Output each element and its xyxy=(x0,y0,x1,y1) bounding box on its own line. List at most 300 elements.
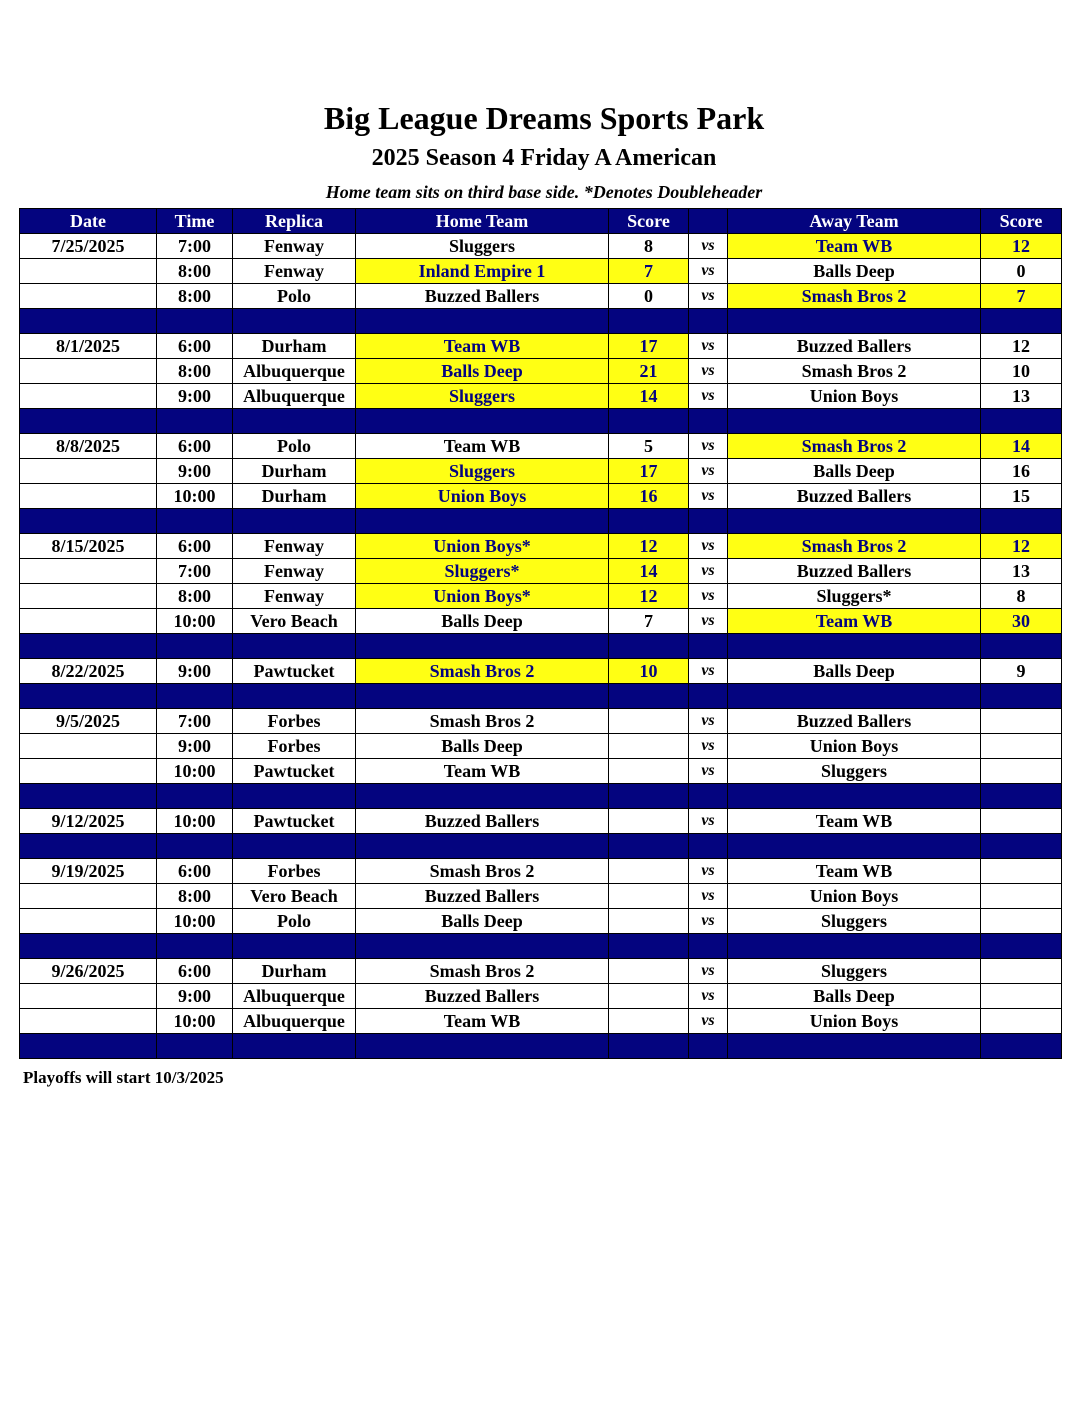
away-team-cell: Buzzed Ballers xyxy=(728,559,981,584)
table-row xyxy=(20,909,1062,934)
separator-cell xyxy=(981,509,1062,534)
separator-cell xyxy=(233,309,356,334)
time-cell: 7:00 xyxy=(157,709,233,734)
separator-cell xyxy=(356,634,609,659)
table-row xyxy=(20,709,1062,734)
replica-cell: Fenway xyxy=(233,559,356,584)
time-cell: 8:00 xyxy=(157,884,233,909)
vs-cell: vs xyxy=(689,859,728,884)
table-row xyxy=(20,259,1062,284)
separator-cell xyxy=(728,684,981,709)
replica-cell: Forbes xyxy=(233,709,356,734)
time-cell: 9:00 xyxy=(157,659,233,684)
home-team-cell: Smash Bros 2 xyxy=(356,859,609,884)
table-row xyxy=(20,809,1062,834)
home-team-cell: Sluggers xyxy=(356,234,609,259)
date-cell xyxy=(20,984,157,1009)
home-team-cell: Balls Deep xyxy=(356,909,609,934)
separator-cell xyxy=(157,409,233,434)
separator-row xyxy=(20,309,1062,334)
vs-cell: vs xyxy=(689,1009,728,1034)
separator-cell xyxy=(689,934,728,959)
date-cell: 9/12/2025 xyxy=(20,809,157,834)
vs-cell: vs xyxy=(689,484,728,509)
table-row xyxy=(20,759,1062,784)
vs-cell: vs xyxy=(689,759,728,784)
home-team-cell: Smash Bros 2 xyxy=(356,659,609,684)
replica-cell: Albuquerque xyxy=(233,359,356,384)
header-time: Time xyxy=(157,209,233,234)
away-team-cell: Union Boys xyxy=(728,734,981,759)
separator-cell xyxy=(981,784,1062,809)
date-cell xyxy=(20,584,157,609)
separator-cell xyxy=(20,934,157,959)
away-team-cell: Sluggers xyxy=(728,759,981,784)
separator-cell xyxy=(233,934,356,959)
time-cell: 6:00 xyxy=(157,434,233,459)
separator-row xyxy=(20,409,1062,434)
separator-cell xyxy=(728,784,981,809)
separator-cell xyxy=(728,934,981,959)
separator-cell xyxy=(233,684,356,709)
home-team-cell: Team WB xyxy=(356,1009,609,1034)
vs-cell: vs xyxy=(689,359,728,384)
separator-cell xyxy=(157,1034,233,1059)
time-cell: 9:00 xyxy=(157,384,233,409)
home-team-cell: Sluggers xyxy=(356,384,609,409)
away-team-cell: Balls Deep xyxy=(728,259,981,284)
separator-cell xyxy=(356,509,609,534)
vs-cell: vs xyxy=(689,434,728,459)
time-cell: 7:00 xyxy=(157,234,233,259)
home-score-cell xyxy=(609,759,689,784)
separator-cell xyxy=(157,834,233,859)
page-subtitle: 2025 Season 4 Friday A American xyxy=(371,145,717,171)
separator-row xyxy=(20,509,1062,534)
home-score-cell: 14 xyxy=(609,559,689,584)
home-team-cell: Buzzed Ballers xyxy=(356,884,609,909)
home-score-cell: 17 xyxy=(609,459,689,484)
replica-cell: Fenway xyxy=(233,234,356,259)
separator-cell xyxy=(356,934,609,959)
home-team-cell: Team WB xyxy=(356,434,609,459)
date-cell xyxy=(20,359,157,384)
separator-cell xyxy=(728,309,981,334)
table-row xyxy=(20,459,1062,484)
date-cell xyxy=(20,484,157,509)
separator-cell xyxy=(20,509,157,534)
home-score-cell: 16 xyxy=(609,484,689,509)
vs-cell: vs xyxy=(689,384,728,409)
table-row xyxy=(20,334,1062,359)
replica-cell: Fenway xyxy=(233,534,356,559)
separator-cell xyxy=(981,834,1062,859)
table-row xyxy=(20,659,1062,684)
separator-cell xyxy=(356,684,609,709)
separator-cell xyxy=(20,684,157,709)
replica-cell: Albuquerque xyxy=(233,1009,356,1034)
home-team-cell: Team WB xyxy=(356,759,609,784)
away-team-cell: Smash Bros 2 xyxy=(728,284,981,309)
table-row xyxy=(20,284,1062,309)
time-cell: 10:00 xyxy=(157,609,233,634)
time-cell: 8:00 xyxy=(157,359,233,384)
separator-cell xyxy=(981,309,1062,334)
date-cell xyxy=(20,1009,157,1034)
away-team-cell: Sluggers xyxy=(728,959,981,984)
home-score-cell: 0 xyxy=(609,284,689,309)
away-score-cell: 0 xyxy=(981,259,1062,284)
home-score-cell: 8 xyxy=(609,234,689,259)
separator-row xyxy=(20,634,1062,659)
time-cell: 6:00 xyxy=(157,859,233,884)
away-team-cell: Buzzed Ballers xyxy=(728,334,981,359)
replica-cell: Albuquerque xyxy=(233,984,356,1009)
replica-cell: Pawtucket xyxy=(233,759,356,784)
replica-cell: Pawtucket xyxy=(233,809,356,834)
table-row xyxy=(20,584,1062,609)
replica-cell: Vero Beach xyxy=(233,609,356,634)
table-header-row xyxy=(20,209,1062,234)
separator-cell xyxy=(981,634,1062,659)
time-cell: 10:00 xyxy=(157,909,233,934)
separator-cell xyxy=(609,784,689,809)
away-team-cell: Team WB xyxy=(728,809,981,834)
separator-cell xyxy=(728,834,981,859)
replica-cell: Durham xyxy=(233,459,356,484)
separator-cell xyxy=(233,834,356,859)
away-score-cell: 8 xyxy=(981,584,1062,609)
separator-cell xyxy=(609,634,689,659)
separator-cell xyxy=(981,409,1062,434)
away-team-cell: Team WB xyxy=(728,609,981,634)
header-away-team: Away Team xyxy=(728,209,981,234)
separator-row xyxy=(20,934,1062,959)
header-home-score: Score xyxy=(609,209,689,234)
home-score-cell xyxy=(609,809,689,834)
replica-cell: Fenway xyxy=(233,584,356,609)
time-cell: 10:00 xyxy=(157,1009,233,1034)
table-row xyxy=(20,359,1062,384)
home-score-cell: 10 xyxy=(609,659,689,684)
separator-cell xyxy=(689,834,728,859)
replica-cell: Durham xyxy=(233,334,356,359)
separator-cell xyxy=(20,784,157,809)
home-team-cell: Smash Bros 2 xyxy=(356,959,609,984)
home-score-cell xyxy=(609,959,689,984)
away-team-cell: Team WB xyxy=(728,234,981,259)
vs-cell: vs xyxy=(689,609,728,634)
home-score-cell: 5 xyxy=(609,434,689,459)
separator-cell xyxy=(20,309,157,334)
away-team-cell: Sluggers* xyxy=(728,584,981,609)
replica-cell: Pawtucket xyxy=(233,659,356,684)
replica-cell: Polo xyxy=(233,434,356,459)
separator-cell xyxy=(356,784,609,809)
home-team-cell: Sluggers xyxy=(356,459,609,484)
date-cell xyxy=(20,884,157,909)
date-cell xyxy=(20,459,157,484)
separator-cell xyxy=(609,684,689,709)
away-score-cell: 15 xyxy=(981,484,1062,509)
replica-cell: Durham xyxy=(233,484,356,509)
separator-cell xyxy=(157,684,233,709)
separator-cell xyxy=(157,509,233,534)
separator-cell xyxy=(728,509,981,534)
separator-cell xyxy=(157,309,233,334)
table-row xyxy=(20,484,1062,509)
schedule-table xyxy=(19,208,1062,1059)
time-cell: 6:00 xyxy=(157,534,233,559)
vs-cell: vs xyxy=(689,234,728,259)
separator-cell xyxy=(356,834,609,859)
time-cell: 8:00 xyxy=(157,584,233,609)
separator-cell xyxy=(728,409,981,434)
separator-cell xyxy=(233,409,356,434)
time-cell: 9:00 xyxy=(157,734,233,759)
separator-cell xyxy=(609,1034,689,1059)
time-cell: 9:00 xyxy=(157,459,233,484)
away-score-cell xyxy=(981,759,1062,784)
separator-cell xyxy=(157,634,233,659)
away-team-cell: Balls Deep xyxy=(728,984,981,1009)
away-team-cell: Union Boys xyxy=(728,384,981,409)
vs-cell: vs xyxy=(689,334,728,359)
date-cell: 8/1/2025 xyxy=(20,334,157,359)
home-team-cell: Balls Deep xyxy=(356,734,609,759)
away-team-cell: Union Boys xyxy=(728,884,981,909)
replica-cell: Polo xyxy=(233,909,356,934)
home-score-cell: 12 xyxy=(609,584,689,609)
away-team-cell: Balls Deep xyxy=(728,659,981,684)
table-row xyxy=(20,434,1062,459)
home-team-cell: Sluggers* xyxy=(356,559,609,584)
time-cell: 10:00 xyxy=(157,484,233,509)
away-score-cell xyxy=(981,884,1062,909)
header-date: Date xyxy=(20,209,157,234)
table-row xyxy=(20,609,1062,634)
home-team-cell: Team WB xyxy=(356,334,609,359)
time-cell: 9:00 xyxy=(157,984,233,1009)
schedule-note: Home team sits on third base side. *Denotes Doubleheader xyxy=(325,182,763,202)
home-score-cell: 12 xyxy=(609,534,689,559)
away-score-cell xyxy=(981,909,1062,934)
table-row xyxy=(20,984,1062,1009)
table-row xyxy=(20,734,1062,759)
separator-cell xyxy=(233,509,356,534)
separator-row xyxy=(20,684,1062,709)
separator-cell xyxy=(356,309,609,334)
separator-row xyxy=(20,834,1062,859)
home-score-cell xyxy=(609,734,689,759)
away-score-cell: 10 xyxy=(981,359,1062,384)
table-row xyxy=(20,959,1062,984)
away-team-cell: Buzzed Ballers xyxy=(728,484,981,509)
separator-cell xyxy=(689,409,728,434)
home-team-cell: Inland Empire 1 xyxy=(356,259,609,284)
time-cell: 10:00 xyxy=(157,759,233,784)
date-cell: 9/19/2025 xyxy=(20,859,157,884)
table-row xyxy=(20,884,1062,909)
separator-cell xyxy=(157,784,233,809)
away-score-cell xyxy=(981,1009,1062,1034)
separator-cell xyxy=(609,309,689,334)
home-score-cell xyxy=(609,884,689,909)
away-score-cell: 9 xyxy=(981,659,1062,684)
separator-cell xyxy=(728,1034,981,1059)
vs-cell: vs xyxy=(689,709,728,734)
header-vs xyxy=(689,209,728,234)
separator-row xyxy=(20,784,1062,809)
vs-cell: vs xyxy=(689,534,728,559)
page-title: Big League Dreams Sports Park xyxy=(323,100,765,136)
vs-cell: vs xyxy=(689,884,728,909)
vs-cell: vs xyxy=(689,809,728,834)
home-team-cell: Union Boys* xyxy=(356,534,609,559)
separator-cell xyxy=(20,409,157,434)
date-cell xyxy=(20,609,157,634)
replica-cell: Forbes xyxy=(233,859,356,884)
vs-cell: vs xyxy=(689,559,728,584)
date-cell: 8/22/2025 xyxy=(20,659,157,684)
date-cell xyxy=(20,559,157,584)
away-score-cell: 12 xyxy=(981,534,1062,559)
separator-cell xyxy=(356,409,609,434)
away-score-cell xyxy=(981,859,1062,884)
table-row xyxy=(20,534,1062,559)
separator-cell xyxy=(20,834,157,859)
home-score-cell: 21 xyxy=(609,359,689,384)
date-cell xyxy=(20,734,157,759)
home-score-cell xyxy=(609,1009,689,1034)
header-away-score: Score xyxy=(981,209,1062,234)
time-cell: 8:00 xyxy=(157,259,233,284)
vs-cell: vs xyxy=(689,659,728,684)
away-team-cell: Smash Bros 2 xyxy=(728,534,981,559)
separator-cell xyxy=(689,509,728,534)
vs-cell: vs xyxy=(689,959,728,984)
separator-cell xyxy=(689,784,728,809)
replica-cell: Albuquerque xyxy=(233,384,356,409)
separator-cell xyxy=(233,1034,356,1059)
vs-cell: vs xyxy=(689,734,728,759)
date-cell xyxy=(20,759,157,784)
separator-cell xyxy=(689,684,728,709)
schedule-body xyxy=(20,234,1062,1059)
home-team-cell: Buzzed Ballers xyxy=(356,284,609,309)
away-team-cell: Balls Deep xyxy=(728,459,981,484)
separator-cell xyxy=(20,1034,157,1059)
separator-cell xyxy=(609,509,689,534)
table-row xyxy=(20,559,1062,584)
time-cell: 7:00 xyxy=(157,559,233,584)
playoffs-note: Playoffs will start 10/3/2025 xyxy=(23,1068,224,1087)
vs-cell: vs xyxy=(689,909,728,934)
vs-cell: vs xyxy=(689,584,728,609)
replica-cell: Fenway xyxy=(233,259,356,284)
away-team-cell: Buzzed Ballers xyxy=(728,709,981,734)
home-score-cell: 7 xyxy=(609,259,689,284)
away-score-cell: 12 xyxy=(981,334,1062,359)
away-team-cell: Smash Bros 2 xyxy=(728,359,981,384)
away-score-cell: 13 xyxy=(981,559,1062,584)
away-team-cell: Sluggers xyxy=(728,909,981,934)
separator-cell xyxy=(689,309,728,334)
home-team-cell: Union Boys* xyxy=(356,584,609,609)
away-score-cell xyxy=(981,809,1062,834)
home-team-cell: Buzzed Ballers xyxy=(356,984,609,1009)
separator-cell xyxy=(20,634,157,659)
time-cell: 8:00 xyxy=(157,284,233,309)
away-score-cell xyxy=(981,734,1062,759)
separator-row xyxy=(20,1034,1062,1059)
separator-cell xyxy=(609,934,689,959)
away-score-cell xyxy=(981,959,1062,984)
separator-cell xyxy=(356,1034,609,1059)
home-team-cell: Smash Bros 2 xyxy=(356,709,609,734)
date-cell: 9/5/2025 xyxy=(20,709,157,734)
separator-cell xyxy=(689,1034,728,1059)
away-score-cell: 14 xyxy=(981,434,1062,459)
date-cell xyxy=(20,284,157,309)
date-cell xyxy=(20,909,157,934)
header-home-team: Home Team xyxy=(356,209,609,234)
home-team-cell: Balls Deep xyxy=(356,359,609,384)
vs-cell: vs xyxy=(689,459,728,484)
date-cell: 8/8/2025 xyxy=(20,434,157,459)
home-team-cell: Buzzed Ballers xyxy=(356,809,609,834)
separator-cell xyxy=(728,634,981,659)
vs-cell: vs xyxy=(689,259,728,284)
home-score-cell xyxy=(609,859,689,884)
away-team-cell: Team WB xyxy=(728,859,981,884)
away-team-cell: Smash Bros 2 xyxy=(728,434,981,459)
time-cell: 10:00 xyxy=(157,809,233,834)
away-score-cell: 13 xyxy=(981,384,1062,409)
home-team-cell: Balls Deep xyxy=(356,609,609,634)
separator-cell xyxy=(689,634,728,659)
home-score-cell xyxy=(609,709,689,734)
away-score-cell: 16 xyxy=(981,459,1062,484)
home-score-cell: 7 xyxy=(609,609,689,634)
away-score-cell: 7 xyxy=(981,284,1062,309)
vs-cell: vs xyxy=(689,284,728,309)
separator-cell xyxy=(233,634,356,659)
date-cell: 8/15/2025 xyxy=(20,534,157,559)
table-row xyxy=(20,384,1062,409)
home-score-cell xyxy=(609,984,689,1009)
away-score-cell: 30 xyxy=(981,609,1062,634)
time-cell: 6:00 xyxy=(157,334,233,359)
separator-cell xyxy=(233,784,356,809)
home-score-cell: 14 xyxy=(609,384,689,409)
table-row xyxy=(20,234,1062,259)
table-row xyxy=(20,1009,1062,1034)
away-score-cell: 12 xyxy=(981,234,1062,259)
separator-cell xyxy=(981,934,1062,959)
replica-cell: Polo xyxy=(233,284,356,309)
replica-cell: Forbes xyxy=(233,734,356,759)
time-cell: 6:00 xyxy=(157,959,233,984)
separator-cell xyxy=(981,1034,1062,1059)
replica-cell: Durham xyxy=(233,959,356,984)
header-replica: Replica xyxy=(233,209,356,234)
home-score-cell xyxy=(609,909,689,934)
home-score-cell: 17 xyxy=(609,334,689,359)
date-cell xyxy=(20,259,157,284)
separator-cell xyxy=(609,409,689,434)
date-cell: 7/25/2025 xyxy=(20,234,157,259)
